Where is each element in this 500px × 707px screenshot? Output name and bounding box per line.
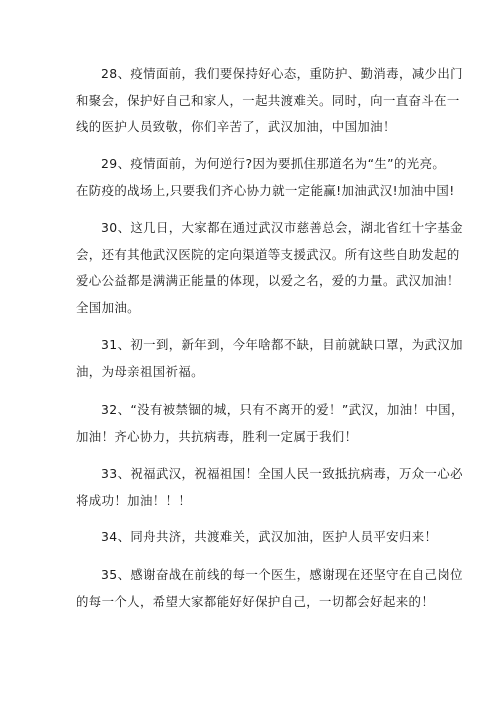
paragraph-line: 的每一个人，希望大家都能好好保护自己，一切都会好起来的！ bbox=[76, 593, 435, 609]
paragraph-line: 会，还有其他武汉医院的定向渠道等支援武汉。所有这些自助发起的 bbox=[76, 246, 460, 262]
paragraph-line: 在防疫的战场上,只要我们齐心协力就一定能赢!加油武汉!加油中国! bbox=[76, 182, 455, 198]
paragraph-line: 28、疫情面前，我们要保持好心态，重防护、勤消毒，减少出门 bbox=[101, 66, 463, 81]
paragraph-30 bbox=[76, 215, 463, 321]
paragraph-line: 35、感谢奋战在前线的每一个医生，感谢现在还坚守在自己岗位 bbox=[101, 567, 463, 582]
paragraph-33 bbox=[76, 461, 463, 514]
paragraph-32 bbox=[76, 397, 464, 450]
paragraph-35 bbox=[76, 562, 463, 615]
paragraph-line: 32、“没有被禁锢的城，只有不离开的爱！”武汉，加油！中国， bbox=[101, 402, 464, 417]
paragraph-line: 将成功！加油！！！ bbox=[76, 492, 192, 508]
paragraph-line: 31、初一到，新年到，今年啥都不缺，目前就缺口罩，为武汉加 bbox=[101, 337, 463, 352]
paragraph-31 bbox=[76, 332, 463, 385]
paragraph-line: 线的医护人员致敬，你们辛苦了，武汉加油，中国加油！ bbox=[76, 119, 396, 134]
paragraph-28 bbox=[76, 61, 463, 141]
paragraph-line: 33、祝福武汉，祝福祖国！全国人民一致抵抗病毒，万众一心必 bbox=[101, 466, 463, 481]
paragraph-line: 加油！齐心协力，共抗病毒，胜利一定属于我们！ bbox=[76, 428, 358, 444]
paragraph-34 bbox=[76, 524, 438, 551]
paragraph-line: 爱心公益都是满满正能量的体现，以爱之名，爱的力量。武汉加油！ bbox=[76, 273, 460, 288]
paragraph-line: 全国加油。 bbox=[76, 299, 140, 315]
paragraph-line: 30、这几日，大家都在通过武汉市慈善总会，湖北省红十字基金 bbox=[101, 220, 463, 235]
paragraph-line: 和聚会，保护好自己和家人，一起共渡难关。同时，向一直奋斗在一 bbox=[76, 92, 460, 108]
paragraph-line: 34、同舟共济，共渡难关，武汉加油，医护人员平安归来！ bbox=[101, 529, 438, 544]
paragraph-line: 29、疫情面前，为何逆行?因为要抓住那道名为“生”的光亮。 bbox=[101, 156, 446, 171]
paragraph-line: 油，为母亲祖国祈福。 bbox=[76, 363, 204, 379]
paragraph-29 bbox=[76, 151, 455, 204]
